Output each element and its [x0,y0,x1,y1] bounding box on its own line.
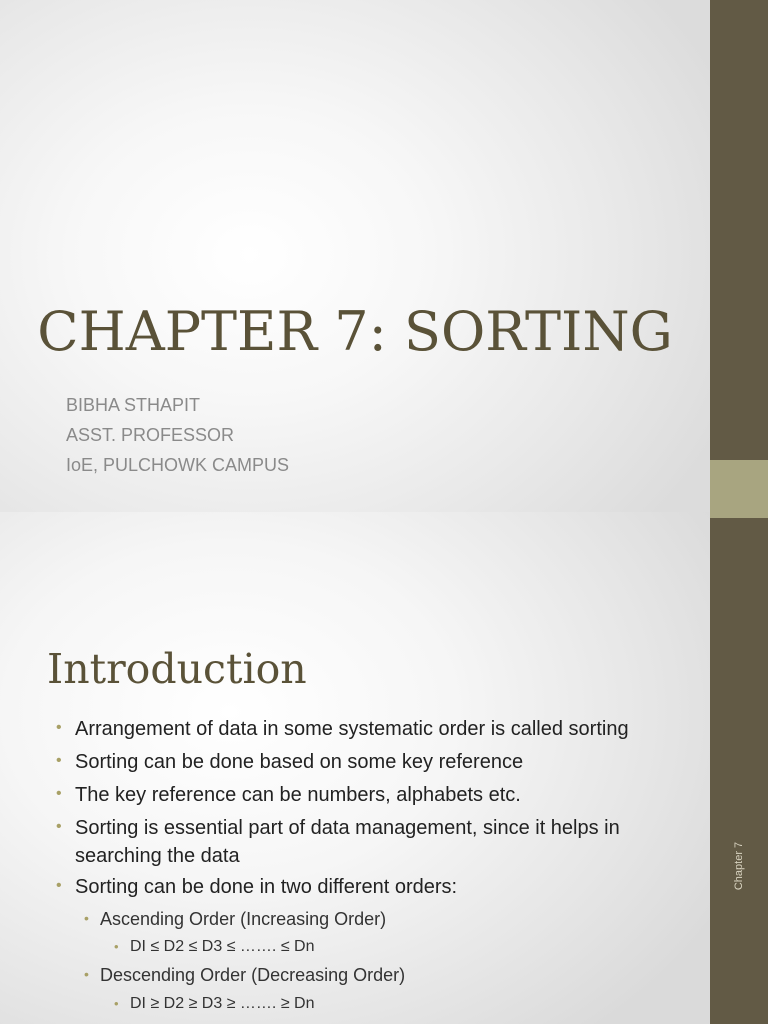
sub-bullet-item [84,965,406,986]
sidebar-accent-block [710,460,768,518]
bullet-dot: • [56,877,62,894]
bullet-text: DI ≥ D2 ≥ D3 ≥ ……. ≥ Dn [130,995,315,1012]
bullet-text: Sorting can be done based on some key reference [75,751,524,773]
slide-title: Introduction [47,645,307,693]
author-block [66,390,289,480]
bullet-text: searching the data [75,845,240,867]
sidebar-band-top [710,0,768,460]
bullet-dot: • [56,818,62,835]
bullet-item [56,751,524,774]
bullet-text: Sorting is essential part of data management, since it helps in [75,817,620,839]
bullet-dot: • [114,996,119,1011]
sidebar-band-bottom [710,518,768,1024]
bullet-item [56,876,458,899]
bullet-text: Ascending Order (Increasing Order) [100,909,387,929]
bullet-item [56,817,620,840]
bullet-dot: • [84,910,89,926]
bullet-dot: • [56,719,62,736]
bullet-text: The key reference can be numbers, alphabets etc. [75,784,521,806]
bullet-dot: • [114,939,119,954]
sub-bullet-item [84,909,387,930]
bullet-text: Sorting can be done in two different orders: [75,876,458,898]
author-position: ASST. PROFESSOR [66,425,235,445]
sub-sub-bullet-item [114,938,315,956]
bullet-dot: • [56,752,62,769]
bullet-text: DI ≤ D2 ≤ D3 ≤ ……. ≤ Dn [130,938,315,955]
bullet-dot: • [56,785,62,802]
chapter-title: CHAPTER 7: SORTING [37,300,673,363]
title-slide [0,0,710,512]
author-affiliation: IoE, PULCHOWK CAMPUS [66,455,290,475]
author-name: BIBHA STHAPIT [66,395,201,415]
bullet-text: Descending Order (Decreasing Order) [100,965,406,985]
bullet-item [56,718,629,741]
bullet-item [56,784,521,807]
bullet-text: Arrangement of data in some systematic order is called sorting [75,718,629,740]
bullet-dot: • [84,966,89,982]
bullet-continuation [75,845,240,868]
chapter-footer: Chapter 7 [733,841,745,891]
sub-sub-bullet-item [114,995,315,1013]
